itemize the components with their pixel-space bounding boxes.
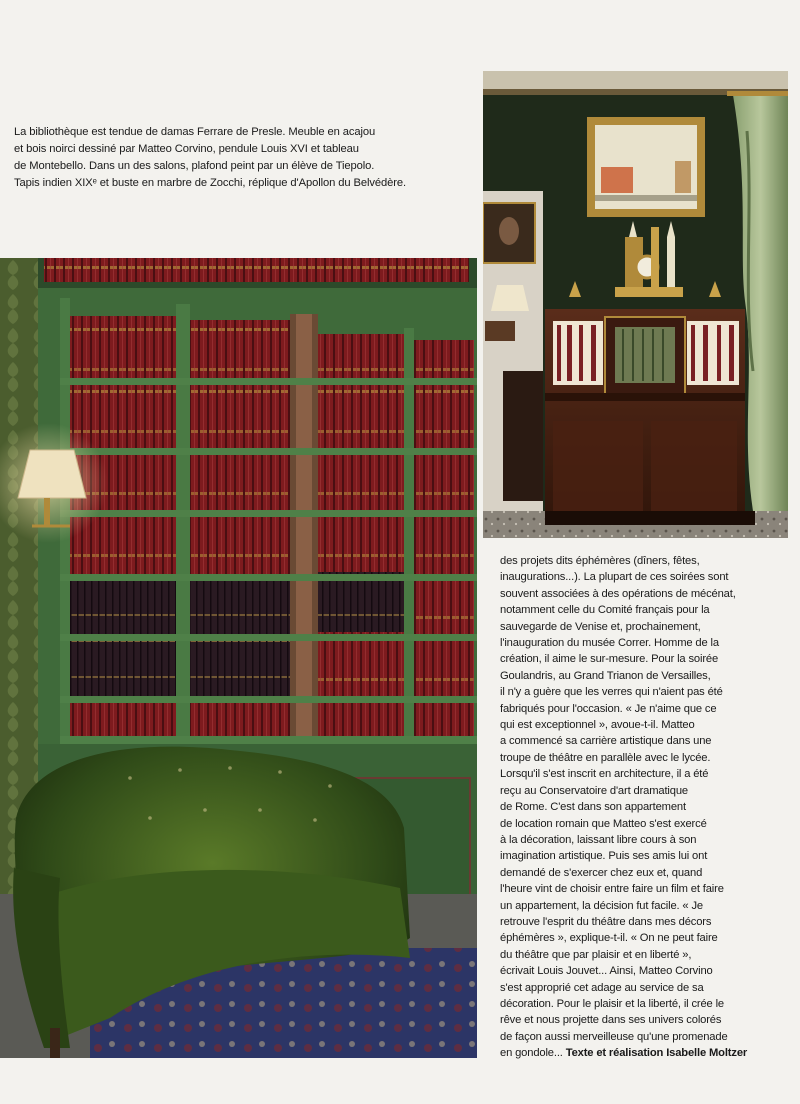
article-line: qui est exceptionnel », avoue-t-il. Matteo	[500, 719, 695, 732]
article-line: l'inauguration du musée Correr. Homme de la	[500, 637, 719, 650]
article-line: un appartement, la décision fut facile. « Je	[500, 899, 703, 912]
article-line: inaugurations...). La plupart de ces soirées sont	[500, 571, 729, 584]
article-line: décoration. Pour le plaisir et la liberté, il crée le	[500, 997, 724, 1010]
article-credit: Texte et réalisation Isabelle Moltzer	[565, 1047, 748, 1060]
article-line: Goulandris, au Grand Trianon de Versailles,	[500, 669, 711, 682]
caption-line: Tapis indien XIXᵉ et buste en marbre de Zocchi, réplique d'Apollon du Belvédère.	[14, 177, 406, 189]
library-photo-icon	[0, 258, 477, 1058]
article-last-line	[500, 1045, 756, 1061]
caption-line: et bois noirci dessiné par Matteo Corvino, pendule Louis XVI et tableau	[14, 143, 359, 155]
article-line: sauvegarde de Venise et, prochainement,	[500, 620, 701, 633]
caption-line: de Montebello. Dans un des salons, plafond peint par un élève de Tiepolo.	[14, 160, 375, 172]
article-line: reçu au Conservatoire d'art dramatique	[500, 784, 688, 797]
article-closing-text: en gondole...	[500, 1047, 563, 1060]
article-body	[500, 553, 756, 1062]
article-line: du théâtre que par plaisir et en liberté »,	[500, 948, 692, 961]
article-line: souvent associées à des opérations de mécénat,	[500, 587, 736, 600]
article-line: création, il aime le sur-mesure. Pour la soirée	[500, 653, 719, 666]
article-line: a commencé sa carrière artistique dans une	[500, 735, 712, 748]
caption-line: La bibliothèque est tendue de damas Ferrare de Presle. Meuble en acajou	[14, 126, 376, 138]
article-line: Lorsqu'il s'est inscrit en architecture, il a été	[500, 768, 709, 781]
article-line: écrivait Louis Jouvet... Ainsi, Matteo Corvino	[500, 965, 713, 978]
article-line: imagination artistique. Puis ses amis lui ont	[500, 850, 708, 863]
article-line: troupe de théâtre en parallèle avec le lycée.	[500, 751, 711, 764]
article-line: il n'y a guère que les verres qui n'aient pas été	[500, 686, 723, 699]
article-line: notamment celle du Comité français pour la	[500, 604, 710, 617]
salon-photo	[483, 71, 788, 538]
article-line: s'est approprié cet adage au service de sa	[500, 981, 704, 994]
article-line: des projets dits éphémères (dîners, fêtes,	[500, 555, 700, 567]
article-line: éphémères », explique-t-il. « On ne peut faire	[500, 932, 718, 945]
article-line: de Rome. C'est dans son appartement	[500, 801, 686, 814]
article-line: de location romain que Matteo s'est exercé	[500, 817, 707, 830]
article-line: à la décoration, laissant libre cours à son	[500, 833, 697, 846]
article-line: fabriqués pour l'occasion. « Je n'aime que ce	[500, 702, 717, 715]
article-line: l'heure vint de choisir entre faire un film et faire	[500, 883, 724, 896]
library-photo	[0, 258, 477, 1058]
photo-caption	[14, 124, 474, 192]
article-line: rêve et nous projette dans ses univers colorés	[500, 1014, 722, 1027]
article-line: retrouve l'esprit du théâtre dans mes décors	[500, 915, 712, 928]
salon-photo-icon	[483, 71, 788, 538]
article-line: de façon aussi merveilleuse qu'une promenade	[500, 1030, 728, 1043]
article-line: demandé de s'exercer chez eux et, quand	[500, 866, 703, 879]
